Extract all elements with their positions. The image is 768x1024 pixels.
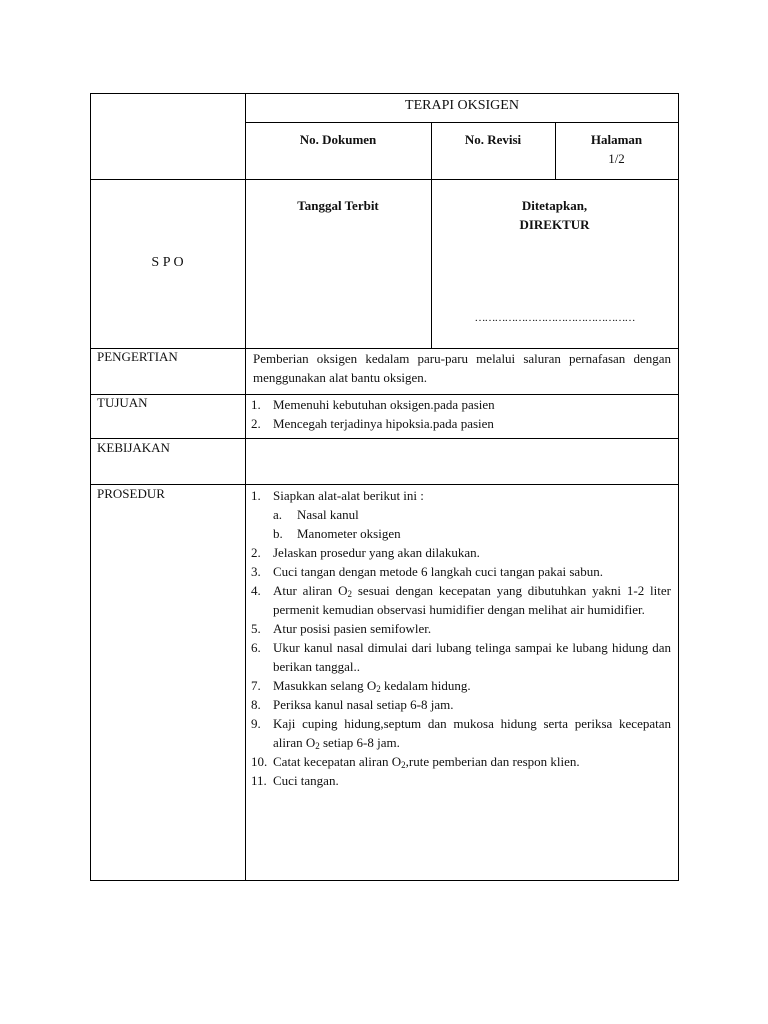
tanggal-terbit-label: Tanggal Terbit <box>297 198 379 213</box>
list-item: 9. Kaji cuping hidung,septum dan mukosa hidung serta periksa kecepatan aliran $O_2$ setiap 6-8 jam. <box>251 716 671 751</box>
tujuan-row-divider <box>90 438 679 439</box>
list-item: 1. Memenuhi kebutuhan oksigen.pada pasien <box>251 397 495 412</box>
kebijakan-row-divider <box>90 484 679 485</box>
list-item: 2. Mencegah terjadinya hipoksia.pada pasien <box>251 416 494 431</box>
table-border-top <box>90 93 679 94</box>
tujuan-list <box>245 395 671 433</box>
list-item: 4. Atur aliran $O_2$ sesuai dengan kecepatan yang dibutuhkan yakni 1-2 liter permenit kemudian observasi humidifier dengan melihat air humidifier. <box>251 583 671 617</box>
list-item: a. Nasal kanul <box>273 507 359 522</box>
title-underline <box>245 122 679 123</box>
list-item: 10. Catat kecepatan aliran $O_2,rute$ pemberian dan respon klien. <box>251 754 580 770</box>
list-item: 11. Cuci tangan. <box>251 773 339 788</box>
halaman-label: Halaman <box>590 132 643 147</box>
direktur-label: DIREKTUR <box>519 217 590 232</box>
list-item: b. Manometer oksigen <box>273 526 401 541</box>
spo-label: S P O <box>151 255 184 270</box>
header-row-divider <box>90 179 679 180</box>
table-border-left <box>90 93 91 881</box>
no-revisi-label: No. Revisi <box>464 132 522 147</box>
prosedur-label: PROSEDUR <box>97 486 165 501</box>
list-item: 7. Masukkan selang $O_2$ kedalam hidung. <box>251 678 471 694</box>
table-border-right <box>678 93 679 881</box>
list-item: 8. Periksa kanul nasal setiap 6-8 jam. <box>251 697 454 712</box>
signature-line: ………………………………………… <box>474 312 635 324</box>
no-dokumen-label: No. Dokumen <box>299 132 377 147</box>
prosedur-list <box>245 486 671 790</box>
sub-list <box>273 505 671 543</box>
document-title: TERAPI OKSIGEN <box>405 98 519 113</box>
pengertian-text: Pemberian oksigen kedalam paru-paru melalui saluran pernafasan dengan menggunakan alat bantu oksigen. <box>253 351 671 385</box>
list-item: 6. Ukur kanul nasal dimulai dari lubang telinga sampai ke lubang hidung dan berikan tanggal.. <box>251 640 671 674</box>
list-item: 1. Siapkan alat-alat berikut ini : a. Nasal kanul b. Manometer oksigen <box>245 486 671 543</box>
list-item: 5. Atur posisi pasien semifowler. <box>251 621 432 636</box>
list-item: 2. Jelaskan prosedur yang akan dilakukan. <box>251 545 480 560</box>
pengertian-label: PENGERTIAN <box>97 349 178 364</box>
halaman-value: 1/2 <box>608 151 625 166</box>
ditetapkan-label: Ditetapkan, <box>521 198 588 213</box>
tujuan-label: TUJUAN <box>97 395 148 410</box>
list-item: 3. Cuci tangan dengan metode 6 langkah cuci tangan pakai sabun. <box>251 564 603 579</box>
table-border-bottom <box>90 880 679 881</box>
kebijakan-label: KEBIJAKAN <box>97 440 170 455</box>
